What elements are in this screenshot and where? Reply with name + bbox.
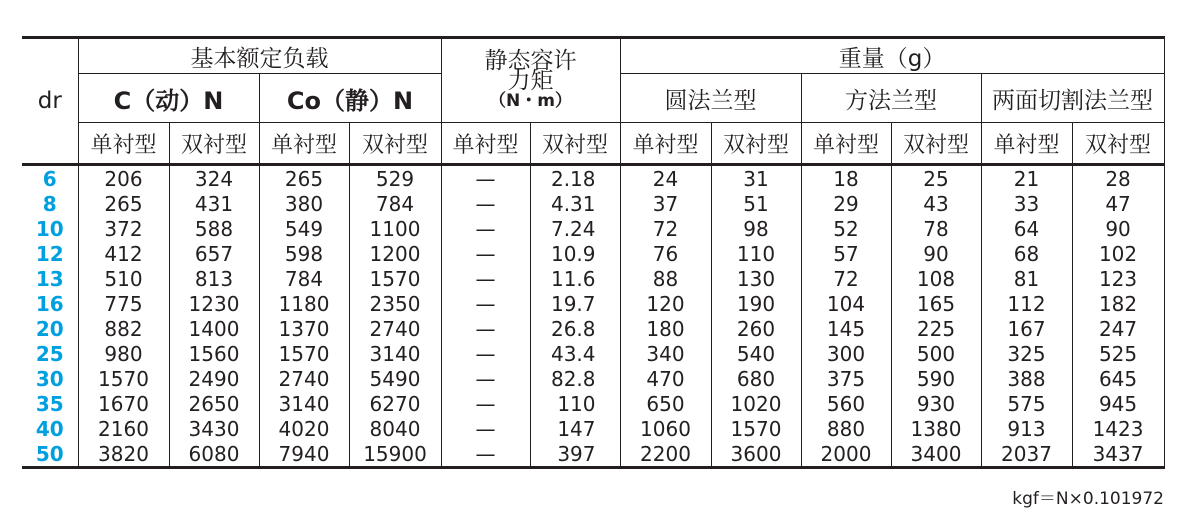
table-cell-r2: 31	[711, 165, 801, 192]
torque-double-cell: 110	[530, 391, 620, 416]
table-cell-s2: 225	[891, 316, 981, 341]
table-cell-co2: 784	[349, 191, 441, 216]
table-cell-r2: 1570	[711, 416, 801, 441]
static-load-header: Co（静）N	[259, 74, 441, 123]
torque-single-cell: —	[441, 341, 530, 366]
table-cell-t1: 33	[981, 191, 1072, 216]
torque-single-cell: —	[441, 366, 530, 391]
dr-value: 20	[22, 316, 78, 341]
single-header: 单衬型	[981, 123, 1072, 165]
torque-single-cell: —	[441, 216, 530, 241]
torque-double-cell: 4.31	[530, 191, 620, 216]
torque-single-cell: —	[441, 165, 530, 192]
table-cell-t2: 645	[1072, 366, 1164, 391]
table-cell-t2: 945	[1072, 391, 1164, 416]
table-row	[22, 291, 1164, 316]
table-cell-s1: 52	[801, 216, 891, 241]
table-cell-r2: 130	[711, 266, 801, 291]
dr-value: 40	[22, 416, 78, 441]
table-cell-c2: 1400	[169, 316, 259, 341]
table-cell-r2: 51	[711, 191, 801, 216]
table-cell-c1: 2160	[78, 416, 169, 441]
torque-double-cell: 397	[530, 441, 620, 468]
table-cell-t1: 913	[981, 416, 1072, 441]
table-cell-s1: 72	[801, 266, 891, 291]
table-cell-r1: 2200	[620, 441, 711, 468]
torque-single-cell: —	[441, 416, 530, 441]
table-row	[22, 216, 1164, 241]
table-cell-co2: 8040	[349, 416, 441, 441]
torque-single-cell: —	[441, 191, 530, 216]
torque-unit: （N・m）	[489, 90, 572, 111]
table-cell-t2: 47	[1072, 191, 1164, 216]
spec-table	[22, 36, 1165, 469]
table-cell-t2: 525	[1072, 341, 1164, 366]
table-cell-r1: 37	[620, 191, 711, 216]
torque-double-cell: 147	[530, 416, 620, 441]
table-cell-s2: 25	[891, 165, 981, 192]
torque-single-cell: —	[441, 291, 530, 316]
table-cell-c1: 206	[78, 165, 169, 192]
table-cell-s2: 165	[891, 291, 981, 316]
table-cell-co2: 529	[349, 165, 441, 192]
torque-single-cell: —	[441, 316, 530, 341]
table-row	[22, 165, 1164, 192]
table-cell-r2: 3600	[711, 441, 801, 468]
torque-double-cell: 43.4	[530, 341, 620, 366]
table-row	[22, 266, 1164, 291]
table-cell-s2: 500	[891, 341, 981, 366]
single-header: 单衬型	[441, 123, 530, 165]
torque-single-cell: —	[441, 266, 530, 291]
dr-value: 50	[22, 441, 78, 468]
table-cell-c1: 412	[78, 241, 169, 266]
torque-header	[441, 38, 620, 123]
torque-double-cell: 7.24	[530, 216, 620, 241]
table-cell-t2: 247	[1072, 316, 1164, 341]
table-cell-c2: 588	[169, 216, 259, 241]
square-flange-header: 方法兰型	[801, 74, 981, 123]
table-cell-c1: 510	[78, 266, 169, 291]
table-cell-c1: 265	[78, 191, 169, 216]
dr-value: 30	[22, 366, 78, 391]
table-cell-co1: 598	[259, 241, 349, 266]
dr-value: 12	[22, 241, 78, 266]
table-cell-c2: 657	[169, 241, 259, 266]
table-cell-t2: 123	[1072, 266, 1164, 291]
table-cell-co1: 784	[259, 266, 349, 291]
table-cell-s1: 560	[801, 391, 891, 416]
torque-double-cell: 10.9	[530, 241, 620, 266]
unit-conversion-note: kgf＝N×0.101972	[1012, 489, 1164, 509]
dr-value: 10	[22, 216, 78, 241]
dynamic-load-header: C（动）N	[78, 74, 259, 123]
table-cell-t1: 2037	[981, 441, 1072, 468]
table-cell-c2: 1230	[169, 291, 259, 316]
table-cell-co2: 1100	[349, 216, 441, 241]
single-header: 单衬型	[259, 123, 349, 165]
table-row	[22, 316, 1164, 341]
table-cell-r2: 190	[711, 291, 801, 316]
table-body	[22, 165, 1164, 468]
table-cell-r1: 76	[620, 241, 711, 266]
dr-value: 35	[22, 391, 78, 416]
table-row	[22, 241, 1164, 266]
table-cell-t1: 81	[981, 266, 1072, 291]
table-cell-r1: 1060	[620, 416, 711, 441]
torque-double-cell: 11.6	[530, 266, 620, 291]
table-cell-co1: 1370	[259, 316, 349, 341]
table-row	[22, 191, 1164, 216]
table-cell-r2: 1020	[711, 391, 801, 416]
table-cell-t2: 182	[1072, 291, 1164, 316]
table-cell-s1: 300	[801, 341, 891, 366]
table-cell-r2: 98	[711, 216, 801, 241]
table-cell-c1: 372	[78, 216, 169, 241]
table-cell-co2: 2350	[349, 291, 441, 316]
table-cell-co1: 2740	[259, 366, 349, 391]
table-cell-r1: 88	[620, 266, 711, 291]
double-header: 双衬型	[530, 123, 620, 165]
table-cell-co2: 1200	[349, 241, 441, 266]
double-header: 双衬型	[711, 123, 801, 165]
table-cell-r1: 650	[620, 391, 711, 416]
table-cell-c2: 431	[169, 191, 259, 216]
torque-double-cell: 19.7	[530, 291, 620, 316]
table-cell-t1: 388	[981, 366, 1072, 391]
table-cell-co2: 1570	[349, 266, 441, 291]
torque-single-cell: —	[441, 241, 530, 266]
single-header: 单衬型	[620, 123, 711, 165]
torque-line1: 静态容许	[484, 47, 577, 74]
table-cell-s2: 3400	[891, 441, 981, 468]
single-header: 单衬型	[801, 123, 891, 165]
table-cell-c2: 324	[169, 165, 259, 192]
table-cell-t1: 64	[981, 216, 1072, 241]
table-cell-co1: 1570	[259, 341, 349, 366]
round-flange-header: 圆法兰型	[620, 74, 801, 123]
table-cell-co2: 15900	[349, 441, 441, 468]
table-cell-c1: 1670	[78, 391, 169, 416]
dr-value: 25	[22, 341, 78, 366]
table-cell-co2: 3140	[349, 341, 441, 366]
weight-header: 重量（g）	[620, 38, 1164, 74]
table-cell-t2: 102	[1072, 241, 1164, 266]
table-cell-c2: 1560	[169, 341, 259, 366]
dr-value: 16	[22, 291, 78, 316]
table-cell-t2: 3437	[1072, 441, 1164, 468]
table-cell-s1: 880	[801, 416, 891, 441]
table-cell-c1: 1570	[78, 366, 169, 391]
table-cell-co1: 4020	[259, 416, 349, 441]
table-cell-r1: 340	[620, 341, 711, 366]
table-cell-r2: 540	[711, 341, 801, 366]
double-header: 双衬型	[169, 123, 259, 165]
table-cell-r1: 120	[620, 291, 711, 316]
torque-double-cell: 2.18	[530, 165, 620, 192]
table-cell-c2: 2490	[169, 366, 259, 391]
table-cell-t1: 21	[981, 165, 1072, 192]
single-header: 单衬型	[78, 123, 169, 165]
table-row	[22, 441, 1164, 468]
double-header: 双衬型	[349, 123, 441, 165]
table-cell-t2: 1423	[1072, 416, 1164, 441]
table-cell-co2: 5490	[349, 366, 441, 391]
table-cell-s1: 375	[801, 366, 891, 391]
table-cell-s1: 104	[801, 291, 891, 316]
table-cell-t1: 112	[981, 291, 1072, 316]
table-cell-co2: 6270	[349, 391, 441, 416]
table-cell-t1: 575	[981, 391, 1072, 416]
table-cell-co1: 1180	[259, 291, 349, 316]
dr-value: 8	[22, 191, 78, 216]
double-header: 双衬型	[1072, 123, 1164, 165]
torque-single-cell: —	[441, 391, 530, 416]
table-cell-s2: 930	[891, 391, 981, 416]
table-cell-co1: 380	[259, 191, 349, 216]
table-cell-c2: 6080	[169, 441, 259, 468]
table-cell-s2: 590	[891, 366, 981, 391]
table-cell-r2: 260	[711, 316, 801, 341]
table-cell-r2: 110	[711, 241, 801, 266]
table-cell-c1: 882	[78, 316, 169, 341]
table-cell-c2: 2650	[169, 391, 259, 416]
table-cell-co1: 265	[259, 165, 349, 192]
table-cell-s2: 108	[891, 266, 981, 291]
table-cell-r1: 470	[620, 366, 711, 391]
table-cell-c1: 980	[78, 341, 169, 366]
table-cell-s2: 90	[891, 241, 981, 266]
basic-load-header: 基本额定负载	[78, 38, 441, 74]
dr-value: 13	[22, 266, 78, 291]
table-cell-s1: 29	[801, 191, 891, 216]
table-cell-s2: 1380	[891, 416, 981, 441]
table-row	[22, 416, 1164, 441]
table-cell-t2: 90	[1072, 216, 1164, 241]
table-cell-s1: 2000	[801, 441, 891, 468]
table-cell-s2: 43	[891, 191, 981, 216]
table-cell-t1: 167	[981, 316, 1072, 341]
torque-double-cell: 82.8	[530, 366, 620, 391]
table-cell-t1: 325	[981, 341, 1072, 366]
table-row	[22, 366, 1164, 391]
dr-header: dr	[22, 38, 78, 165]
torque-line2: 力矩	[507, 67, 554, 94]
table-row	[22, 341, 1164, 366]
table-cell-t2: 28	[1072, 165, 1164, 192]
table-cell-c2: 813	[169, 266, 259, 291]
torque-single-cell: —	[441, 441, 530, 468]
table-cell-s1: 57	[801, 241, 891, 266]
table-cell-s1: 18	[801, 165, 891, 192]
table-cell-co1: 3140	[259, 391, 349, 416]
table-cell-c2: 3430	[169, 416, 259, 441]
table-row	[22, 391, 1164, 416]
table-cell-co2: 2740	[349, 316, 441, 341]
table-cell-c1: 3820	[78, 441, 169, 468]
table-cell-t1: 68	[981, 241, 1072, 266]
dr-value: 6	[22, 165, 78, 192]
table-cell-r2: 680	[711, 366, 801, 391]
table-cell-c1: 775	[78, 291, 169, 316]
torque-double-cell: 26.8	[530, 316, 620, 341]
table-cell-r1: 24	[620, 165, 711, 192]
table-cell-s1: 145	[801, 316, 891, 341]
table-cell-co1: 549	[259, 216, 349, 241]
table-cell-r1: 72	[620, 216, 711, 241]
two-cut-flange-header: 两面切割法兰型	[981, 74, 1164, 123]
table-cell-co1: 7940	[259, 441, 349, 468]
table-cell-r1: 180	[620, 316, 711, 341]
double-header: 双衬型	[891, 123, 981, 165]
table-cell-s2: 78	[891, 216, 981, 241]
